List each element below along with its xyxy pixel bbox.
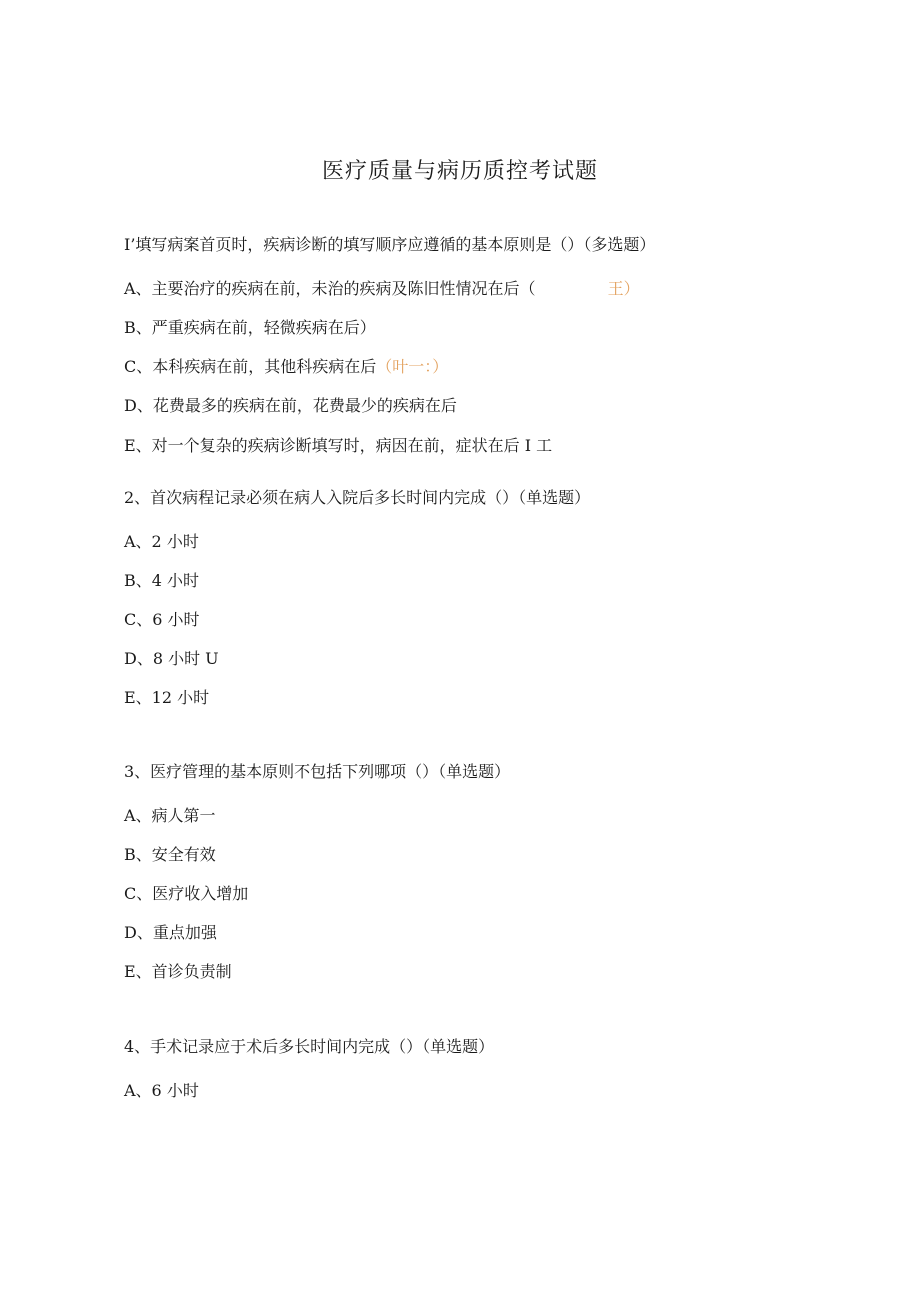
question-2-option-b: B、4 小时 — [124, 571, 200, 590]
document-title: 医疗质量与病历质控考试题 — [321, 159, 598, 184]
question-2-option-e: E、12 小时 — [124, 688, 210, 707]
question-1-option-a — [124, 277, 640, 301]
option-text: C、本科疾病在前，其他科疾病在后 — [124, 357, 377, 376]
question-1-option-e: E、对一个复杂的疾病诊断填写时，病因在前，症状在后 I 工 — [124, 436, 553, 455]
question-1-option-c — [124, 355, 448, 379]
handwritten-note: （叶一：） — [376, 357, 449, 376]
question-1-option-d: D、花费最多的疾病在前，花费最少的疾病在后 — [124, 396, 457, 415]
question-2-option-a: A、2 小时 — [124, 532, 199, 551]
question-3-stem: 3、医疗管理的基本原则不包括下列哪项（）（单选题） — [124, 762, 511, 781]
question-3-option-e: E、首诊负责制 — [124, 962, 232, 981]
question-3-option-d: D、重点加强 — [124, 923, 217, 942]
option-text: A、主要治疗的疾病在前，未治的疾病及陈旧性情况在后（ — [124, 279, 536, 298]
question-1-stem: I’填写病案首页时，疾病诊断的填写顺序应遵循的基本原则是（）（多选题） — [124, 235, 656, 254]
handwritten-note: 王） — [607, 279, 640, 298]
question-3-option-c: C、医疗收入增加 — [124, 884, 249, 903]
question-4-option-a: A、6 小时 — [124, 1081, 199, 1100]
question-4-stem: 4、手术记录应于术后多长时间内完成（）（单选题） — [124, 1037, 495, 1056]
question-3-option-a: A、病人第一 — [124, 806, 216, 825]
question-2-option-d: D、8 小时 U — [124, 649, 219, 668]
question-3-option-b: B、安全有效 — [124, 845, 216, 864]
question-1-option-b: B、严重疾病在前，轻微疾病在后） — [124, 318, 376, 337]
question-2-stem: 2、首次病程记录必须在病人入院后多长时间内完成（）（单选题） — [124, 488, 591, 507]
question-2-option-c: C、6 小时 — [124, 610, 200, 629]
